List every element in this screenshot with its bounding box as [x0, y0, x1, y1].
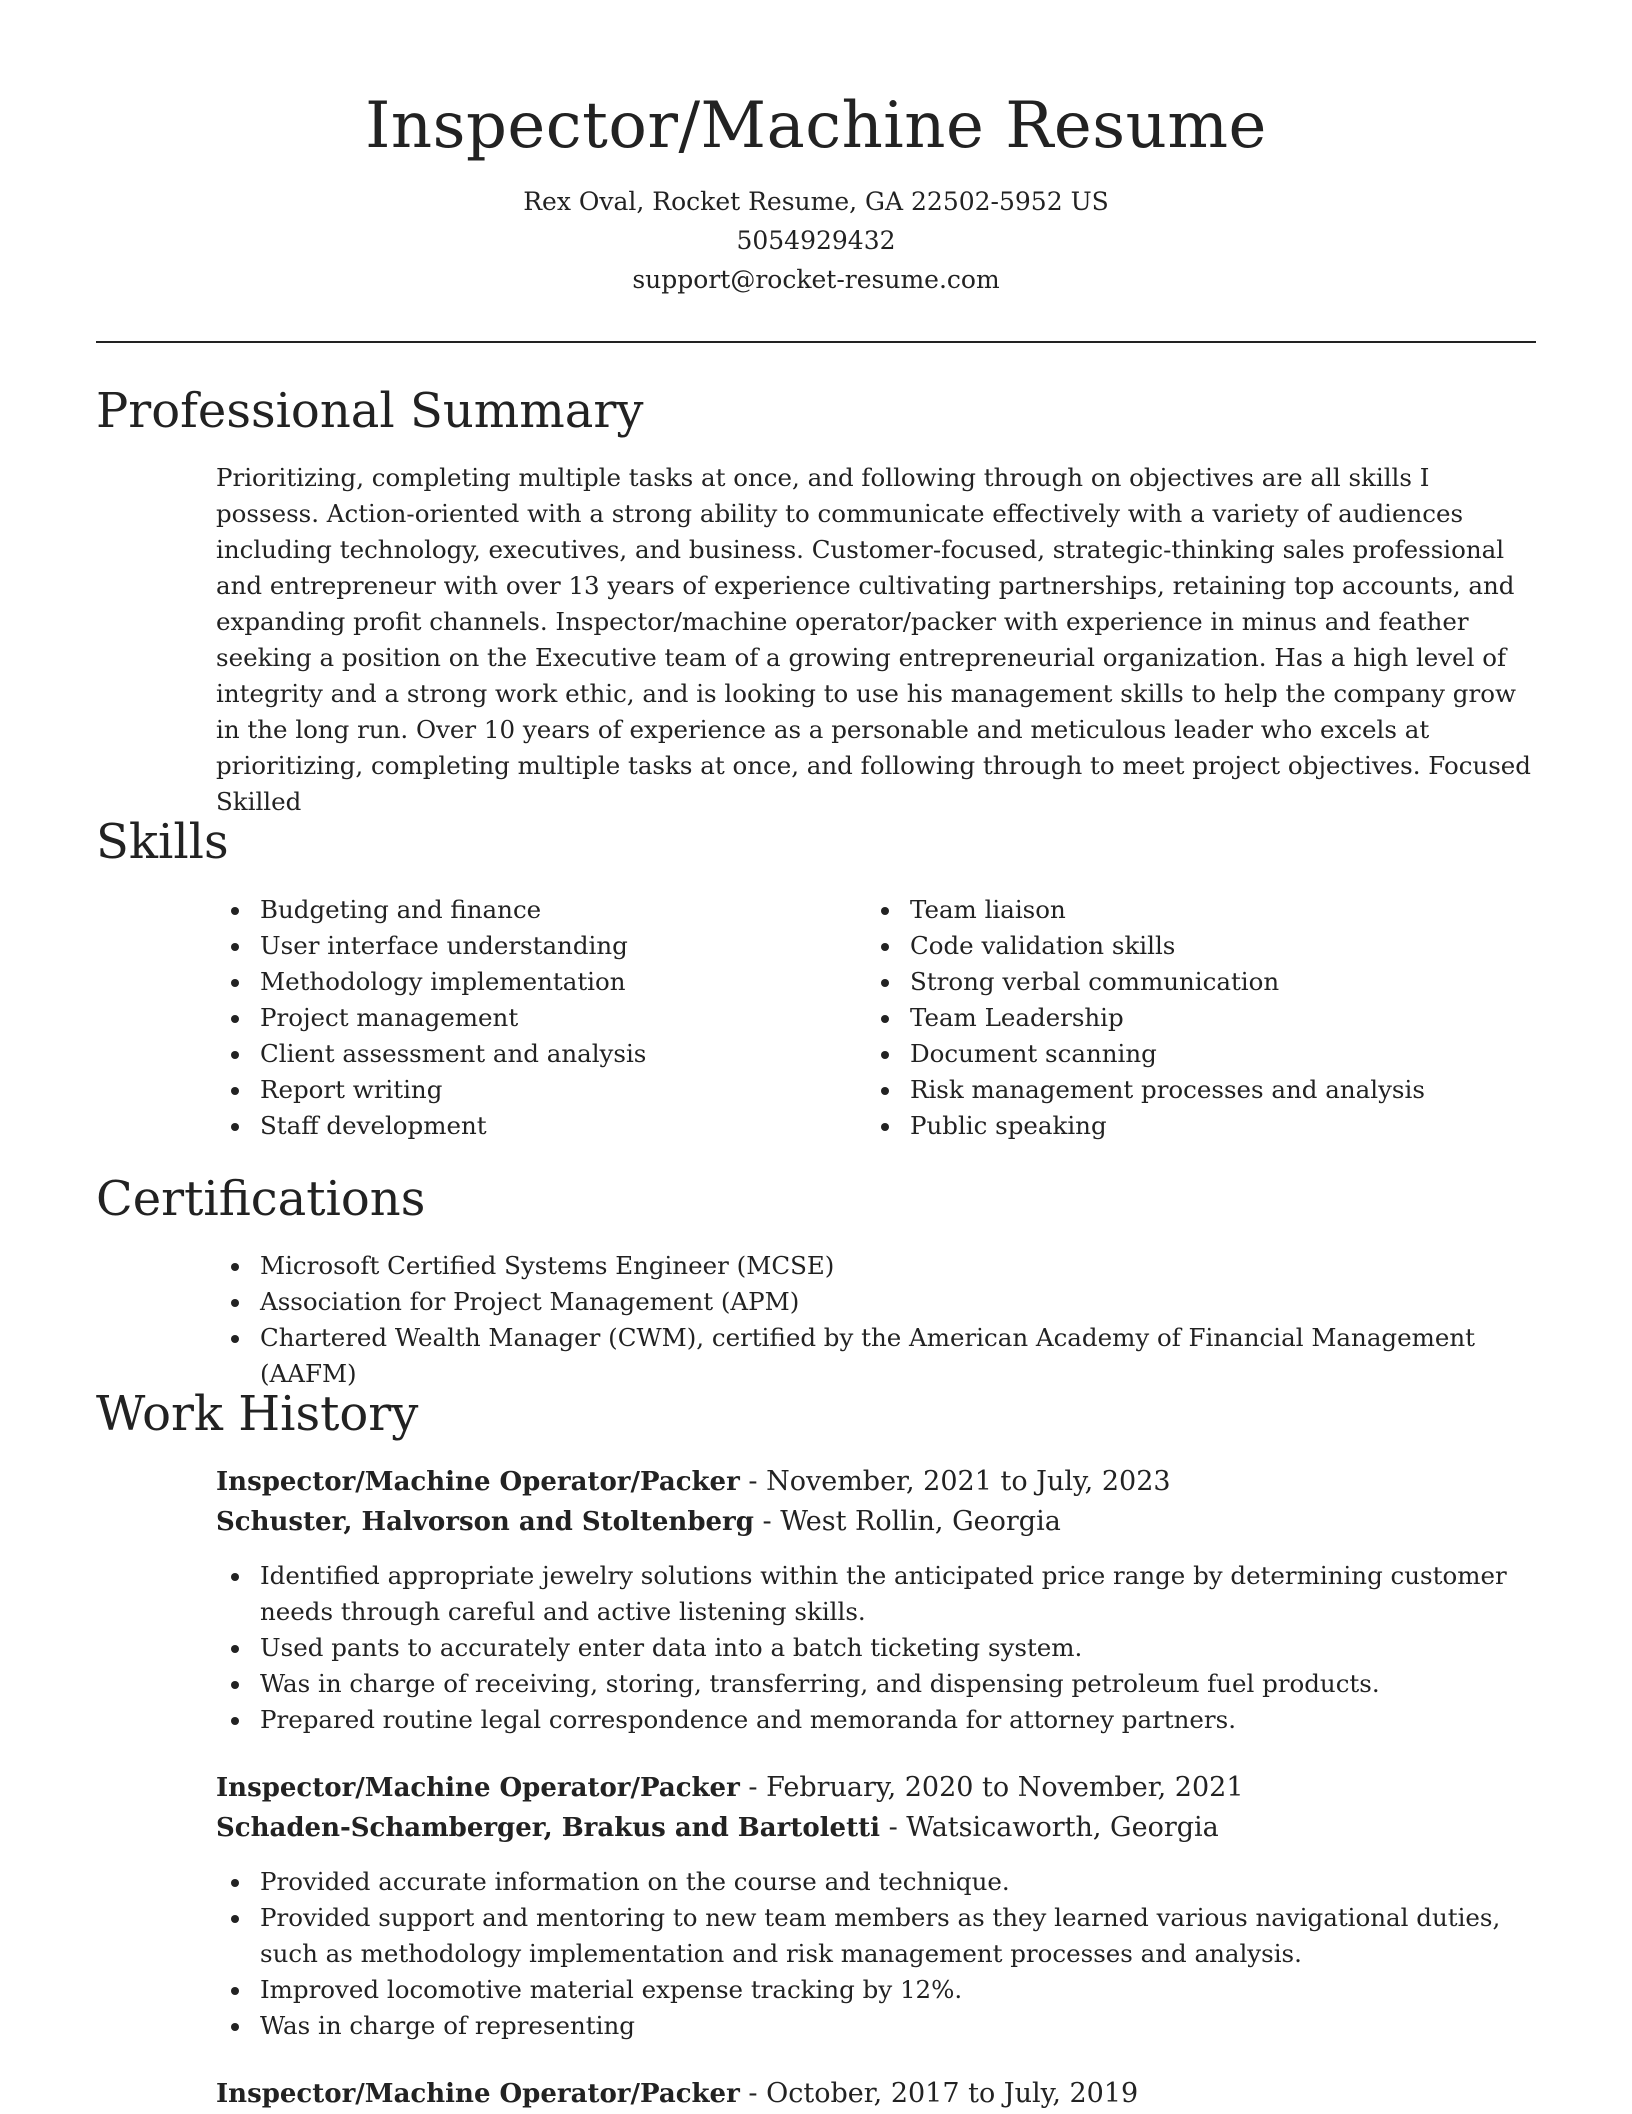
- certifications-list: [216, 1248, 1538, 1392]
- job-title-line: [216, 2074, 1538, 2114]
- contact-block: [0, 182, 1632, 299]
- job-company-line: [216, 1808, 1538, 1848]
- job-bullet: Identified appropriate jewelry solutions within the anticipated price range by determining customer needs through careful and active listening skills.: [216, 1558, 1538, 1630]
- certifications-heading: Certifications: [96, 1171, 426, 1227]
- job-bullets: [216, 1864, 1538, 2044]
- skill-item: Public speaking: [866, 1108, 1536, 1144]
- job-company-line: [216, 1502, 1538, 1542]
- job-bullet: Provided accurate information on the course and technique.: [216, 1864, 1538, 1900]
- skill-item: Budgeting and finance: [216, 892, 836, 928]
- job-entry: [216, 2074, 1538, 2114]
- skill-item: User interface understanding: [216, 928, 836, 964]
- certification-item: Microsoft Certified Systems Engineer (MCSE): [216, 1248, 1538, 1284]
- skill-item: Code validation skills: [866, 928, 1536, 964]
- job-bullet: Prepared routine legal correspondence and memoranda for attorney partners.: [216, 1702, 1538, 1738]
- job-entry: [216, 1462, 1538, 1738]
- skill-item: Staff development: [216, 1108, 836, 1144]
- job-entry: [216, 1768, 1538, 2044]
- skill-item: Risk management processes and analysis: [866, 1072, 1536, 1108]
- job-dates: - November, 2021 to July, 2023: [739, 1466, 1171, 1497]
- skill-item: Team liaison: [866, 892, 1536, 928]
- skills-heading: Skills: [96, 814, 229, 870]
- job-role: Inspector/Machine Operator/Packer: [216, 2079, 740, 2109]
- job-company: Schuster, Halvorson and Stoltenberg: [216, 1507, 754, 1537]
- skill-item: Methodology implementation: [216, 964, 836, 1000]
- certification-item: Association for Project Management (APM): [216, 1284, 1538, 1320]
- job-title-line: [216, 1768, 1538, 1808]
- job-role: Inspector/Machine Operator/Packer: [216, 1467, 740, 1497]
- skill-item: Strong verbal communication: [866, 964, 1536, 1000]
- skills-list-right: [866, 892, 1536, 1144]
- summary-heading: Professional Summary: [96, 383, 644, 439]
- skill-item: Document scanning: [866, 1036, 1536, 1072]
- contact-phone: 5054929432: [736, 226, 896, 255]
- summary-text: Prioritizing, completing multiple tasks at once, and following through on objectives are all skills I possess. Action-oriented with a strong ability to communicate effectively with a variety of audiences including technology, executives, and business. Customer-focused, strategic-thinking sales professional and entrepreneur with over 13 years of experience cultivating partnerships, retaining top accounts, and expanding profit channels. Inspector/machine operator/packer with experience in minus and feather seeking a position on the Executive team of a growing entrepreneurial organization. Has a high level of integrity and a strong work ethic, and is looking to use his management skills to help the company grow in the long run. Over 10 years of experience as a personable and meticulous leader who excels at prioritizing, completing multiple tasks at once, and following through to meet project objectives. Focused Skilled: [216, 463, 1531, 816]
- contact-email: support@rocket-resume.com: [632, 265, 1000, 294]
- contact-address: Rex Oval, Rocket Resume, GA 22502-5952 US: [523, 187, 1109, 216]
- job-bullets: [216, 1558, 1538, 1738]
- job-bullet: Was in charge of representing: [216, 2008, 1538, 2044]
- job-role: Inspector/Machine Operator/Packer: [216, 1773, 740, 1803]
- job-title-line: [216, 1462, 1538, 1502]
- job-location: - Watsicaworth, Georgia: [880, 1812, 1219, 1843]
- resume-header: [0, 0, 1632, 299]
- skill-item: Team Leadership: [866, 1000, 1536, 1036]
- job-dates: - February, 2020 to November, 2021: [739, 1772, 1244, 1803]
- work-history-heading: Work History: [96, 1386, 419, 1442]
- skill-item: Client assessment and analysis: [216, 1036, 836, 1072]
- certification-item: Chartered Wealth Manager (CWM), certified by the American Academy of Financial Management (AAFM): [216, 1320, 1538, 1392]
- job-bullet: Improved locomotive material expense tracking by 12%.: [216, 1972, 1538, 2008]
- job-bullet: Was in charge of receiving, storing, transferring, and dispensing petroleum fuel products.: [216, 1666, 1538, 1702]
- job-dates: - October, 2017 to July, 2019: [739, 2078, 1139, 2109]
- job-bullet: Provided support and mentoring to new team members as they learned various navigational duties, such as methodology implementation and risk management processes and analysis.: [216, 1900, 1538, 1972]
- skill-item: Project management: [216, 1000, 836, 1036]
- job-bullet: Used pants to accurately enter data into a batch ticketing system.: [216, 1630, 1538, 1666]
- job-company: Schaden-Schamberger, Brakus and Bartoletti: [216, 1813, 880, 1843]
- header-divider: [96, 341, 1536, 343]
- skill-item: Report writing: [216, 1072, 836, 1108]
- skills-list-left: [216, 892, 836, 1144]
- job-location: - West Rollin, Georgia: [753, 1506, 1061, 1537]
- resume-title: Inspector/Machine Resume: [365, 89, 1267, 163]
